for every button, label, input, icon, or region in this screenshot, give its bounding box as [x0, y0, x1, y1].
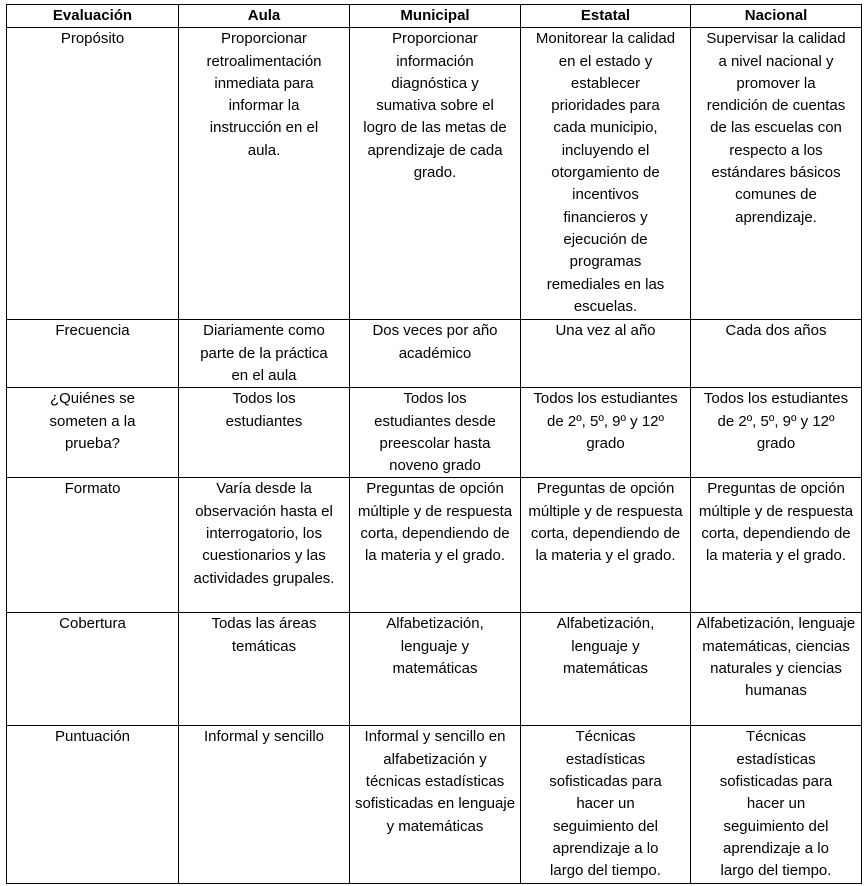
table-row	[7, 320, 862, 388]
table-cell: Una vez al año	[521, 320, 691, 388]
row-label: Puntuación	[7, 726, 179, 883]
header-cell-estatal: Estatal	[521, 5, 691, 28]
table-cell: Preguntas de opción múltiple y de respuesta corta, dependiendo de la materia y el grado.	[521, 478, 691, 613]
table-cell: Diariamente como parte de la práctica en el aula	[179, 320, 350, 388]
table-row	[7, 388, 862, 478]
header-cell-aula: Aula	[179, 5, 350, 28]
header-cell-municipal: Municipal	[350, 5, 521, 28]
table-cell: Supervisar la calidad a nivel nacional y promover la rendición de cuentas de las escuelas con respecto a los estándares básicos comunes de aprendizaje.	[691, 28, 862, 320]
header-row	[7, 5, 862, 28]
table-cell: Alfabetización, lenguaje y matemáticas	[350, 613, 521, 726]
table-row	[7, 28, 862, 320]
table-cell: Alfabetización, lenguaje y matemáticas	[521, 613, 691, 726]
row-label: Propósito	[7, 28, 179, 320]
table-row	[7, 726, 862, 883]
evaluation-comparison-table	[6, 4, 862, 884]
table-row	[7, 478, 862, 613]
table-cell: Alfabetización, lenguaje matemáticas, ciencias naturales y ciencias humanas	[691, 613, 862, 726]
row-label: Formato	[7, 478, 179, 613]
table-cell: Cada dos años	[691, 320, 862, 388]
table-cell: Todos los estudiantes desde preescolar hasta noveno grado	[350, 388, 521, 478]
table-cell: Informal y sencillo	[179, 726, 350, 883]
table-row	[7, 613, 862, 726]
table-cell: Monitorear la calidad en el estado y establecer prioridades para cada municipio, incluyendo el otorgamiento de incentivos financieros y ejecución de programas remediales en las escuelas.	[521, 28, 691, 320]
table-cell: Preguntas de opción múltiple y de respuesta corta, dependiendo de la materia y el grado.	[350, 478, 521, 613]
row-label: ¿Quiénes se someten a la prueba?	[7, 388, 179, 478]
row-label: Cobertura	[7, 613, 179, 726]
table-cell: Todos los estudiantes de 2º, 5º, 9º y 12º grado	[521, 388, 691, 478]
table-cell: Dos veces por año académico	[350, 320, 521, 388]
table-cell: Todas las áreas temáticas	[179, 613, 350, 726]
row-label: Frecuencia	[7, 320, 179, 388]
header-cell-nacional: Nacional	[691, 5, 862, 28]
table-cell: Informal y sencillo en alfabetización y técnicas estadísticas sofisticadas en lenguaje y matemáticas	[350, 726, 521, 883]
table-cell: Varía desde la observación hasta el interrogatorio, los cuestionarios y las actividades grupales.	[179, 478, 350, 613]
table-cell: Proporcionar retroalimentación inmediata para informar la instrucción en el aula.	[179, 28, 350, 320]
table-cell: Todos los estudiantes de 2º, 5º, 9º y 12º grado	[691, 388, 862, 478]
table-cell: Técnicas estadísticas sofisticadas para hacer un seguimiento del aprendizaje a lo largo del tiempo.	[521, 726, 691, 883]
table-cell: Proporcionar información diagnóstica y sumativa sobre el logro de las metas de aprendizaje de cada grado.	[350, 28, 521, 320]
table-cell: Técnicas estadísticas sofisticadas para hacer un seguimiento del aprendizaje a lo largo del tiempo.	[691, 726, 862, 883]
header-cell-evaluacion: Evaluación	[7, 5, 179, 28]
table-cell: Todos los estudiantes	[179, 388, 350, 478]
table-cell: Preguntas de opción múltiple y de respuesta corta, dependiendo de la materia y el grado.	[691, 478, 862, 613]
